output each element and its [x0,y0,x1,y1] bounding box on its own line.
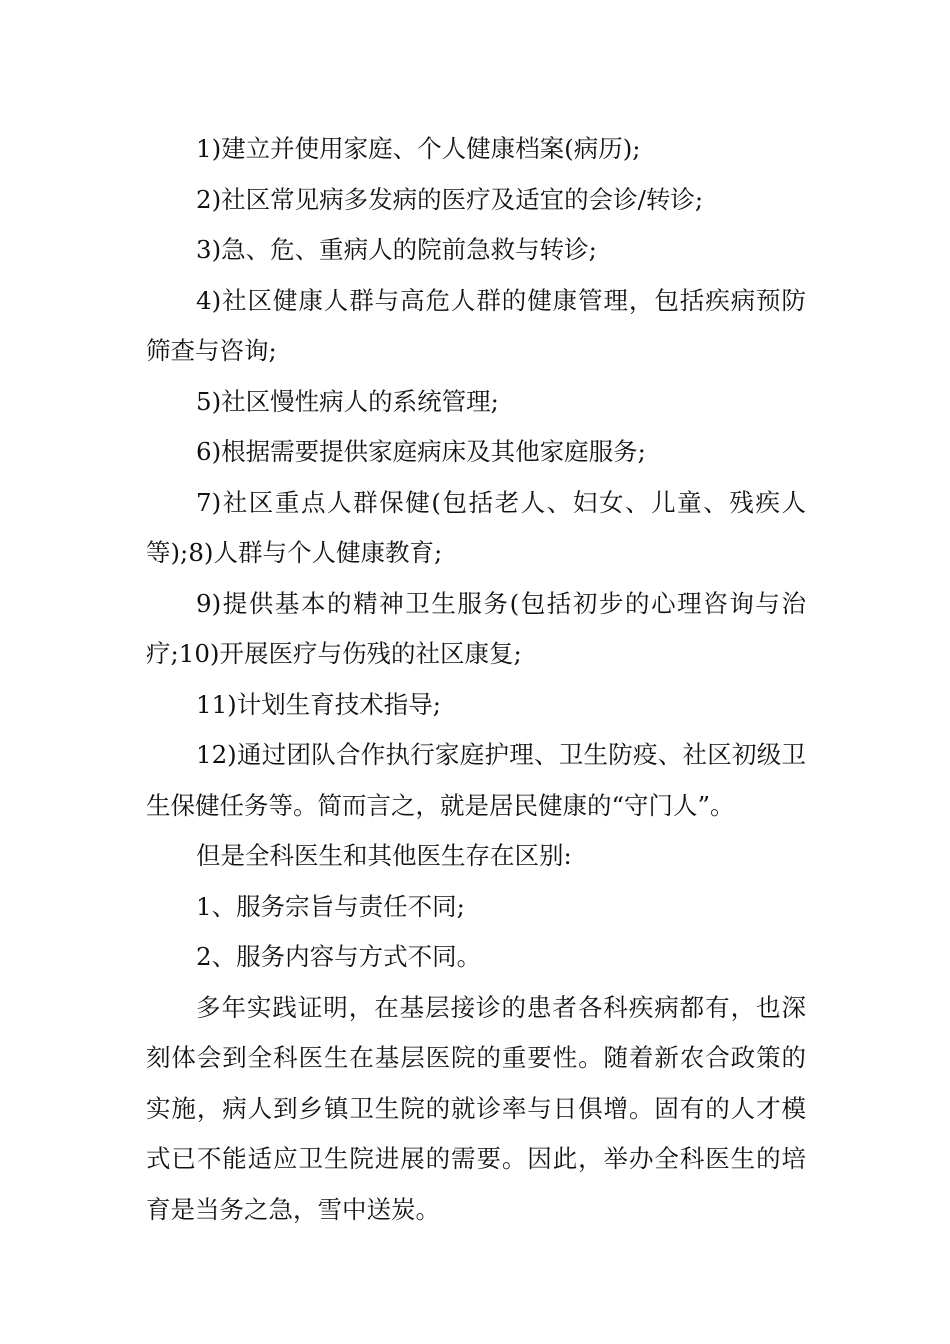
document-body [146,124,806,1235]
paragraph-difference-intro: 但是全科医生和其他医生存在区别: [196,841,572,870]
paragraph-service-4: 4)社区健康人群与高危人群的健康管理，包括疾病预防筛查与咨询; [146,285,806,365]
paragraph-service-3: 3)急、危、重病人的院前急救与转诊; [196,235,597,264]
paragraph-conclusion: 多年实践证明，在基层接诊的患者各科疾病都有，也深刻体会到全科医生在基层医院的重要性。随着新农合政策的实施，病人到乡镇卫生院的就诊率与日俱增。固有的人才模式已不能适应卫生院进展的需要。因此，举办全科医生的培育是当务之急，雪中送炭。 [146,992,806,1224]
paragraph-service-12: 12)通过团队合作执行家庭护理、卫生防疫、社区初级卫生保健任务等。简而言之，就是居民健康的“守门人”。 [146,740,806,820]
paragraph-service-7-8: 7)社区重点人群保健(包括老人、妇女、儿童、残疾人等);8)人群与个人健康教育; [146,487,806,567]
paragraph-service-1: 1)建立并使用家庭、个人健康档案(病历); [196,134,641,163]
paragraph-service-5: 5)社区慢性病人的系统管理; [196,386,499,416]
paragraph-service-11: 11)计划生育技术指导; [196,689,441,719]
paragraph-service-6: 6)根据需要提供家庭病床及其他家庭服务; [196,437,646,466]
paragraph-service-2: 2)社区常见病多发病的医疗及适宜的会诊/转诊; [196,184,704,214]
paragraph-difference-1: 1、服务宗旨与责任不同; [196,891,465,921]
paragraph-service-9-10: 9)提供基本的精神卫生服务(包括初步的心理咨询与治疗;10)开展医疗与伤残的社区康复; [146,588,806,668]
paragraph-difference-2: 2、服务内容与方式不同。 [196,942,482,971]
